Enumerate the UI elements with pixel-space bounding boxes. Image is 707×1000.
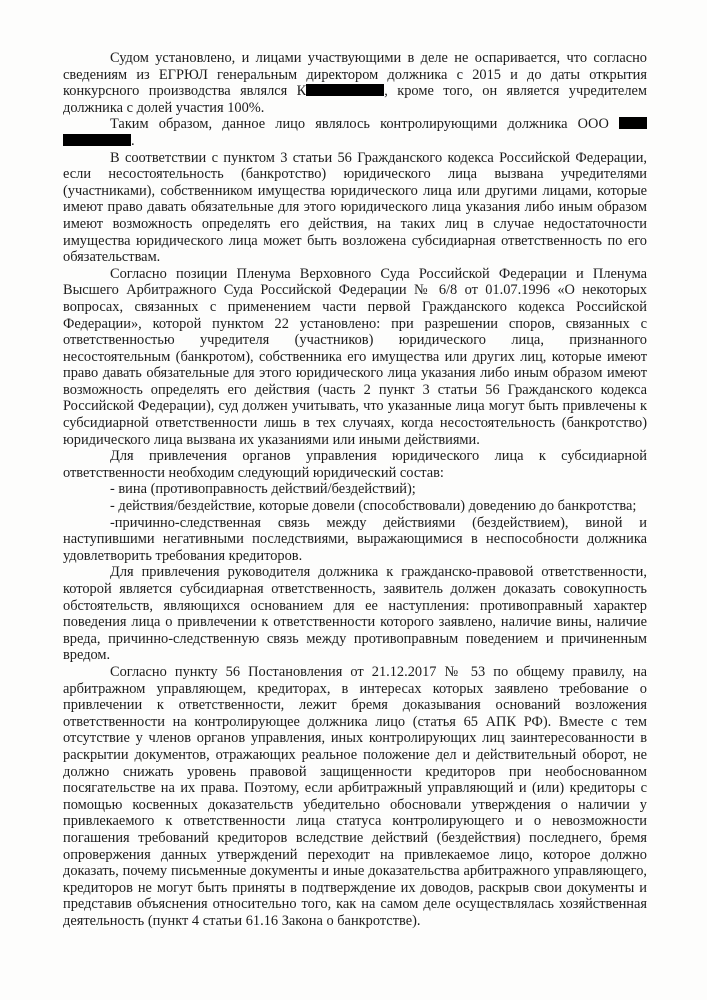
- paragraph: [63, 266, 647, 449]
- paragraph: [63, 498, 647, 515]
- paragraph-text: -причинно-следственная связь между действиями (бездействием), виной и наступившими негативными последствиями, выражающимися в неспособности должника удовлетворить требования кредиторов.: [63, 514, 647, 564]
- paragraph: [63, 116, 647, 149]
- paragraph: [63, 448, 647, 481]
- paragraph: [63, 515, 647, 565]
- paragraph-text: Судом установлено, и лицами участвующими в деле не оспаривается, что согласно сведениям из ЕГРЮЛ генеральным директором должника с 2015 и до даты открытия конкурсного производства являлся К: [63, 50, 647, 100]
- paragraph: [63, 664, 647, 930]
- paragraph-text: Для привлечения руководителя должника к гражданско-правовой ответственности, которой является субсидиарная ответственность, заявитель должен доказать совокупность обстоятельств, являющихся основанием для ее наступления: противоправный характер поведения лица о привлечении к ответственности которого заявлено, наличие вины, наличие вреда, причинно-следственную связь между противоправным поведением и причиненным вредом.: [63, 564, 647, 664]
- redaction-box: [619, 117, 647, 129]
- paragraph: [63, 481, 647, 498]
- paragraph-text: Таким образом, данное лицо являлось контролирующими должника ООО: [110, 116, 619, 133]
- paragraph-text: Для привлечения органов управления юридического лица к субсидиарной ответственности необходим следующий юридический состав:: [63, 448, 647, 481]
- paragraph-text: Согласно пункту 56 Постановления от 21.12.2017 № 53 по общему правилу, на арбитражном управляющем, кредиторах, в интересах которых заявлено требование о привлечении к ответственности, лежит бремя доказывания оснований возложения ответственности на контролирующее должника лицо (статья 65 АПК РФ). Вместе с тем отсутствие у членов органов управления, иных контролирующих лиц заинтересованности в раскрытии документов, отражающих реальное положение дел и действительный оборот, не должно снижать уровень правовой защищенности кредиторов при необоснованном посягательстве на их права. Поэтому, если арбитражный управляющий и (или) кредиторы с помощью косвенных доказательств убедительно обосновали утверждения о наличии у привлекаемого к ответственности лица статуса контролирующего и о невозможности погашения требований кредиторов вследствие действий (бездействия) последнего, бремя опровержения данных утверждений переходит на привлекаемое лицо, которое должно доказать, почему письменные документы и иные доказательства арбитражного управляющего, кредиторов не могут быть приняты в подтверждение их доводов, раскрыв свои документы и представив объяснения относительно того, как на самом деле осуществлялась хозяйственная деятельность (пункт 4 статьи 61.16 Закона о банкротстве).: [63, 663, 647, 929]
- paragraph-text: В соответствии с пунктом 3 статьи 56 Гражданского кодекса Российской Федерации, если несостоятельность (банкротство) юридического лица вызвана учредителями (участниками), собственником имущества юридического лица или другими лицами, которые имеют право давать обязательные для этого юридического лица указания либо иным образом имеют возможность определять его действия, на таких лиц в случае недостаточности имущества юридического лица может быть возложена субсидиарная ответственность по его обязательствам.: [63, 149, 647, 266]
- paragraph-text: Согласно позиции Пленума Верховного Суда Российской Федерации и Пленума Высшего Арбитражного Суда Российской Федерации № 6/8 от 01.07.1996 «О некоторых вопросах, связанных с применением части первой Гражданского кодекса Российской Федерации», которой пунктом 22 установлено: при разрешении споров, связанных с ответственностью учредителя (участников) юридического лица, признанного несостоятельным (банкротом), собственника его имущества или других лиц, которые имеют право давать обязательные для этого юридического лица указания либо иным образом имеют возможность определять его действия (часть 2 пункт 3 статьи 56 Гражданского кодекса Российской Федерации), суд должен учитывать, что указанные лица могут быть привлечены к субсидиарной ответственности лишь в тех случаях, когда несостоятельность (банкротство) юридического лица вызвана их указаниями или иными действиями.: [63, 265, 647, 448]
- paragraph-text: - вина (противоправность действий/бездействий);: [110, 481, 416, 498]
- paragraph: [63, 150, 647, 266]
- paragraph: [63, 50, 647, 116]
- paragraph-text: .: [131, 132, 135, 149]
- paragraph: [63, 564, 647, 664]
- redaction-box: [63, 134, 131, 146]
- paragraph-text: - действия/бездействие, которые довели (способствовали) доведению до банкротства;: [110, 498, 637, 515]
- document-text: [63, 50, 647, 929]
- paragraph-text: , кроме того, он является учредителем должника с долей участия 100%.: [63, 83, 647, 116]
- redaction-box: [306, 84, 384, 96]
